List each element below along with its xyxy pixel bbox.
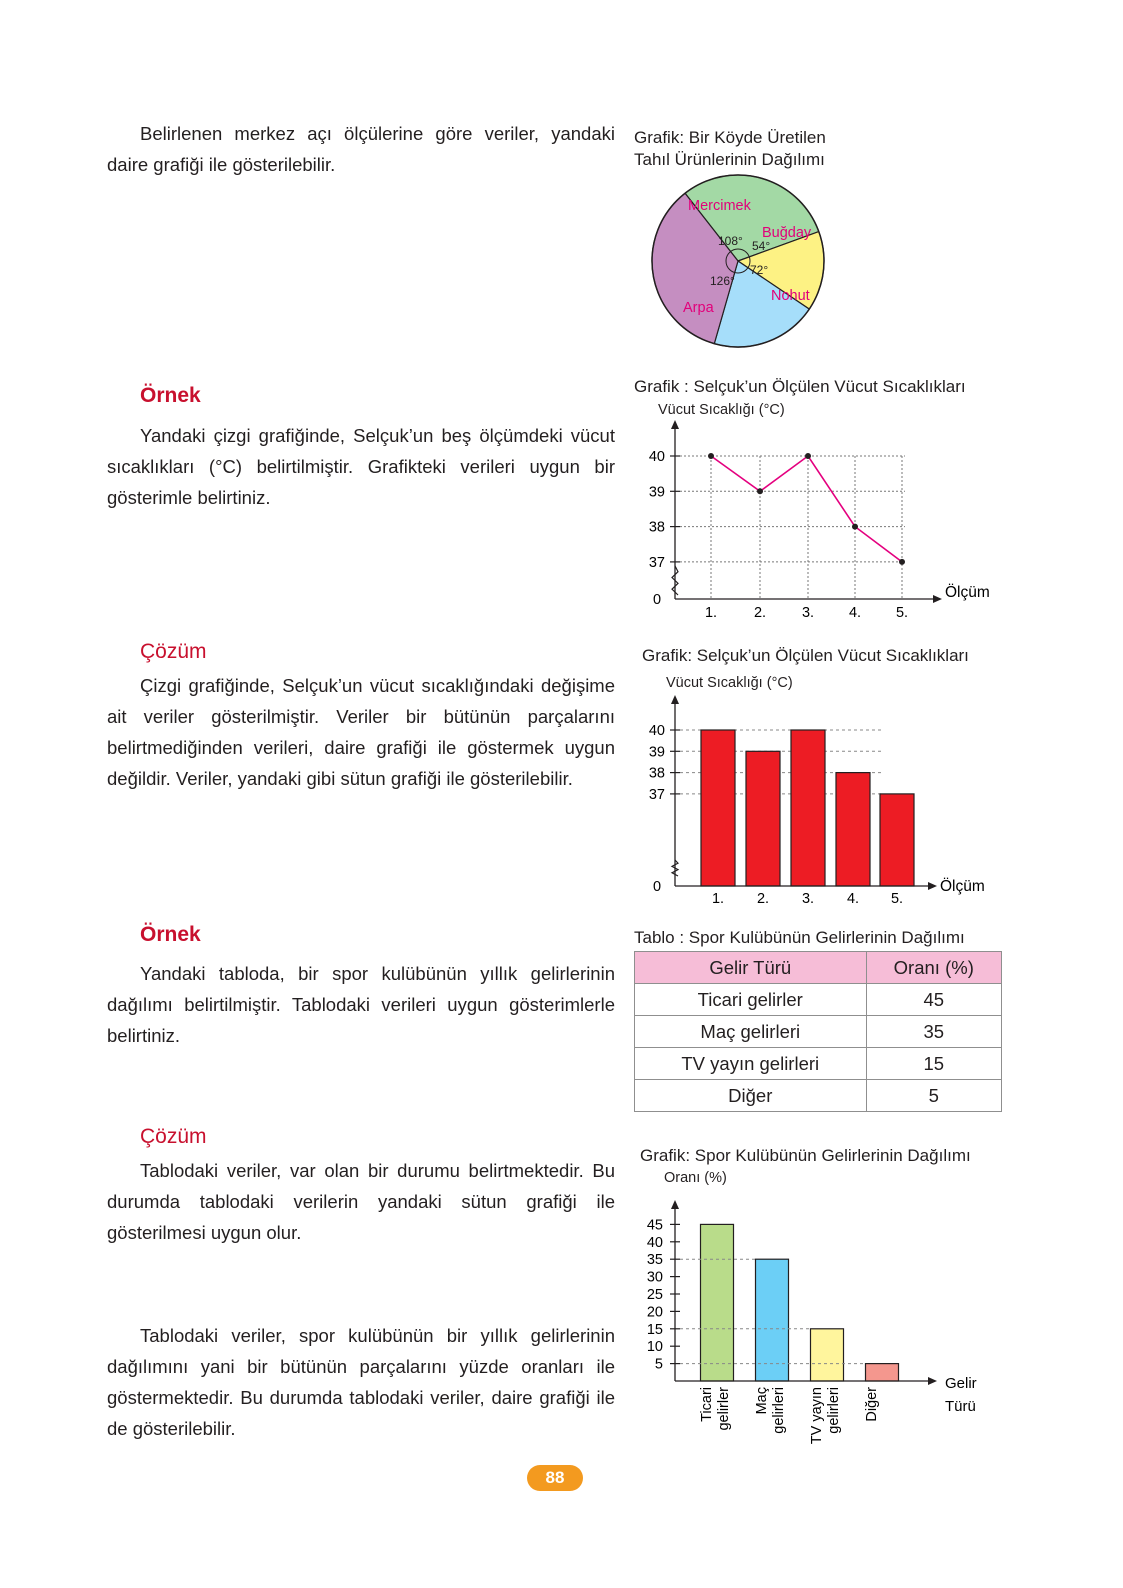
pie-angle-label: 72° [750,263,769,277]
pie-slice-label: Mercimek [688,198,751,214]
data-point [757,488,763,494]
table-header-cell: Oranı (%) [866,952,1001,984]
table-cell: Maç gelirleri [635,1016,867,1048]
pie-title-line2: Tahıl Ürünlerinin Dağılımı [634,150,825,169]
data-point [805,453,811,459]
x-tick-label: 5. [895,605,909,621]
y-tick-label: 40 [648,723,665,739]
zero-label: 0 [653,879,662,895]
x-tick-label: 2. [753,605,767,621]
y-tick-label: 10 [646,1339,663,1356]
bar [791,730,825,886]
x-tick-label: TV yayın [809,1387,825,1445]
line-chart-title: Grafik : Selçuk’un Ölçülen Vücut Sıcaklıkları [634,377,966,396]
data-point [852,524,858,530]
page-number: 88 [527,1465,583,1491]
bar [866,1364,899,1381]
line-chart-ylabel: Vücut Sıcaklığı (°C) [658,402,785,418]
bar [701,730,735,886]
y-axis-arrow [671,420,679,429]
bar [836,773,870,886]
x-axis-label: Türü [945,1398,976,1415]
y-tick-label: 20 [646,1304,663,1321]
x-axis-arrow [933,595,942,603]
pie-chart [630,170,850,360]
bar [701,1224,734,1381]
x-tick-label: 4. [848,605,862,621]
y-tick-label: 5 [654,1356,663,1373]
table-row [635,984,1002,1016]
x-tick-label: Maç [754,1387,770,1415]
bar-chart-1-ylabel: Vücut Sıcaklığı (°C) [666,675,793,691]
x-tick-label: gelirleri [826,1387,842,1434]
data-point [899,559,905,565]
x-axis-label: Ölçüm [940,878,985,895]
pie-angle-label: 108° [718,234,743,248]
y-tick-label: 40 [648,449,665,465]
table-cell: 35 [866,1016,1001,1048]
y-tick-label: 15 [646,1321,663,1338]
table-cell: Diğer [635,1080,867,1112]
x-tick-label: gelirleri [771,1387,787,1434]
x-tick-label: 3. [801,891,815,907]
x-tick-label: 1. [711,891,725,907]
pie-angle-label: 54° [752,239,771,253]
example-2-text: Yandaki tabloda, bir spor kulübünün yıllık gelirlerinin dağılımı belirtilmiştir. Tablodaki verileri uygun gösterimlerle belirtiniz. [107,963,615,1046]
x-tick-label: gelirler [716,1387,732,1431]
y-tick-label: 30 [646,1269,663,1286]
solution-2-heading: Çözüm [140,1125,207,1148]
bar-chart-2 [620,1195,1010,1460]
x-tick-label: 5. [890,891,904,907]
final-paragraph: Tablodaki veriler, spor kulübünün bir yıllık gelirlerinin dağılımını yani bir bütünün parçalarını yüzde oranları ile göstermektedir. Bu durumda tablodaki veriler, daire grafiği ile de gösterilebilir. [107,1325,615,1439]
table-header-row [635,952,1002,984]
table-row [635,1016,1002,1048]
table-cell: Ticari gelirler [635,984,867,1016]
table-cell: 15 [866,1048,1001,1080]
y-tick-label: 37 [648,554,665,571]
table-row [635,1080,1002,1112]
y-tick-label: 37 [648,786,665,803]
y-tick-label: 38 [648,519,665,536]
zero-label: 0 [653,592,662,608]
x-tick-label: 1. [704,605,718,621]
x-tick-label: 4. [846,891,860,907]
y-tick-label: 40 [646,1234,663,1251]
table-title: Tablo : Spor Kulübünün Gelirlerinin Dağılımı [634,928,965,947]
y-tick-label: 39 [648,744,665,761]
x-tick-label: Ticari [699,1387,715,1422]
pie-slice-label: Nohut [771,288,810,304]
x-axis-arrow [928,882,937,890]
x-tick-label: 3. [801,605,815,621]
bar [880,794,914,886]
example-2-heading: Örnek [140,923,201,946]
line-series [711,456,902,562]
solution-2-text: Tablodaki veriler, var olan bir durumu belirtmektedir. Bu durumda tablodaki verilerin yandaki sütun grafiği ile gösterilmesi uygun olur. [107,1160,615,1243]
bar-chart-2-ylabel: Oranı (%) [664,1170,727,1186]
table-header-cell: Gelir Türü [635,952,867,984]
y-axis-arrow [671,1200,679,1209]
data-point [708,453,714,459]
y-tick-label: 35 [646,1252,663,1269]
bar-chart-1 [620,690,1010,910]
solution-1-text: Çizgi grafiğinde, Selçuk’un vücut sıcaklığındaki değişime ait veriler gösterilmiştir. Veriler bir bütünün parçalarını belirtmediğinden verileri, daire grafiği ile göstermek uygun değildir. Veriler, yandaki gibi sütun grafiği ile gösterilebilir. [107,675,615,789]
income-table [634,951,1002,1112]
pie-slice-label: Arpa [683,300,714,316]
table-cell: 5 [866,1080,1001,1112]
y-axis-arrow [671,695,679,704]
bar-chart-1-title: Grafik: Selçuk’un Ölçülen Vücut Sıcaklıkları [642,646,969,665]
line-chart [620,415,1010,625]
x-tick-label: 2. [756,891,770,907]
bar [811,1329,844,1381]
x-axis-arrow [928,1377,937,1385]
y-tick-label: 45 [646,1217,663,1234]
x-tick-label: Diğer [864,1387,880,1422]
y-tick-label: 38 [648,765,665,782]
pie-slice-label: Buğday [762,225,812,241]
pie-title-line1: Grafik: Bir Köyde Üretilen [634,128,826,147]
intro-paragraph: Belirlenen merkez açı ölçülerine göre veriler, yandaki daire grafiği ile gösterilebilir. [107,123,615,175]
table-cell: 45 [866,984,1001,1016]
y-tick-label: 39 [648,484,665,501]
bar [746,751,780,886]
table-row [635,1048,1002,1080]
solution-1-heading: Çözüm [140,640,207,663]
example-1-text: Yandaki çizgi grafiğinde, Selçuk’un beş ölçümdeki vücut sıcaklıkları (°C) belirtilmiştir. Grafikteki verileri uygun bir gösterimle belirtiniz. [107,425,615,508]
x-axis-label: Ölçüm [945,584,990,601]
bar [756,1259,789,1381]
table-cell: TV yayın gelirleri [635,1048,867,1080]
y-tick-label: 25 [646,1287,663,1303]
pie-angle-label: 126° [710,274,735,288]
bar-chart-2-title: Grafik: Spor Kulübünün Gelirlerinin Dağılımı [640,1146,971,1165]
example-1-heading: Örnek [140,384,201,407]
x-axis-label: Gelir [945,1375,977,1392]
